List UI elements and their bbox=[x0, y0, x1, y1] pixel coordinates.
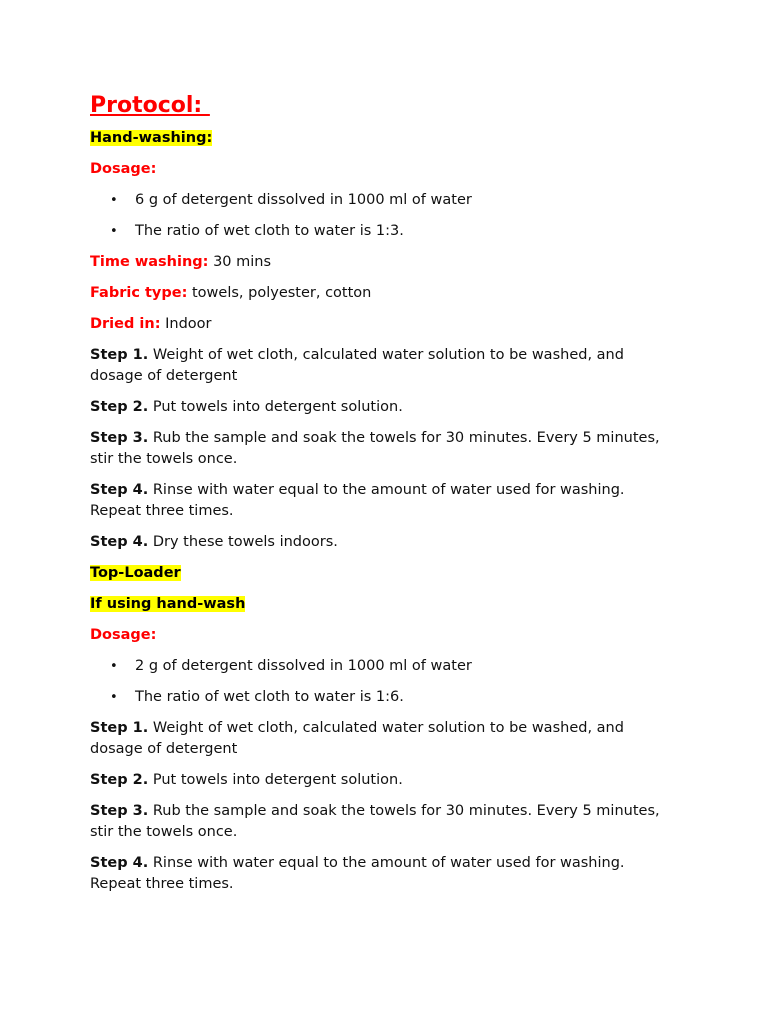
bullet-icon: • bbox=[110, 224, 118, 239]
list-item-text: 2 g of detergent dissolved in 1000 ml of water bbox=[135, 658, 472, 674]
step-paragraph bbox=[90, 853, 670, 895]
dosage-label-text-1: Dosage: bbox=[90, 161, 157, 177]
top-loader-heading bbox=[90, 563, 670, 584]
step-label: Step 4. bbox=[90, 534, 149, 550]
step-text: Put towels into detergent solution. bbox=[148, 772, 403, 788]
step-paragraph bbox=[90, 770, 670, 791]
hand-wash-subheading bbox=[90, 594, 670, 615]
hand-washing-heading bbox=[90, 128, 670, 149]
top-loader-heading-text: Top-Loader bbox=[90, 565, 181, 581]
step-paragraph bbox=[90, 345, 670, 387]
list-item bbox=[90, 190, 670, 211]
step-label: Step 4. bbox=[90, 482, 149, 498]
step-text: Rub the sample and soak the towels for 30 minutes. Every 5 minutes, stir the towels once. bbox=[90, 803, 660, 840]
step-text: Weight of wet cloth, calculated water solution to be washed, and dosage of detergent bbox=[90, 347, 624, 384]
step-label: Step 2. bbox=[90, 399, 149, 415]
step-paragraph bbox=[90, 397, 670, 418]
fabric-type-line bbox=[90, 283, 670, 304]
document-page bbox=[90, 90, 670, 895]
step-paragraph bbox=[90, 718, 670, 760]
step-label: Step 3. bbox=[90, 430, 149, 446]
bullet-icon: • bbox=[110, 659, 118, 674]
fabric-type-value: towels, polyester, cotton bbox=[187, 285, 372, 301]
step-text: Weight of wet cloth, calculated water solution to be washed, and dosage of detergent bbox=[90, 720, 624, 757]
step-paragraph bbox=[90, 428, 670, 470]
step-paragraph bbox=[90, 480, 670, 522]
step-label: Step 3. bbox=[90, 803, 149, 819]
time-washing-value: 30 mins bbox=[208, 254, 272, 270]
list-item-text: The ratio of wet cloth to water is 1:6. bbox=[135, 689, 404, 705]
list-item-text: The ratio of wet cloth to water is 1:3. bbox=[135, 223, 404, 239]
step-paragraph bbox=[90, 801, 670, 843]
step-text: Rinse with water equal to the amount of water used for washing. Repeat three times. bbox=[90, 482, 625, 519]
bullet-icon: • bbox=[110, 193, 118, 208]
step-label: Step 1. bbox=[90, 347, 149, 363]
step-label: Step 4. bbox=[90, 855, 149, 871]
step-text: Dry these towels indoors. bbox=[148, 534, 338, 550]
list-item bbox=[90, 687, 670, 708]
dried-in-label: Dried in: bbox=[90, 316, 161, 332]
step-paragraph bbox=[90, 532, 670, 553]
step-text: Rub the sample and soak the towels for 30 minutes. Every 5 minutes, stir the towels once. bbox=[90, 430, 660, 467]
step-text: Rinse with water equal to the amount of water used for washing. Repeat three times. bbox=[90, 855, 625, 892]
list-item-text: 6 g of detergent dissolved in 1000 ml of water bbox=[135, 192, 472, 208]
page-title: Protocol: bbox=[90, 93, 210, 118]
time-washing-label: Time washing: bbox=[90, 254, 209, 270]
list-item bbox=[90, 656, 670, 677]
time-washing-line bbox=[90, 252, 670, 273]
fabric-type-label: Fabric type: bbox=[90, 285, 188, 301]
step-text: Put towels into detergent solution. bbox=[148, 399, 403, 415]
bullet-icon: • bbox=[110, 690, 118, 705]
dosage-label-text-2: Dosage: bbox=[90, 627, 157, 643]
dosage-label-2 bbox=[90, 625, 670, 646]
list-item bbox=[90, 221, 670, 242]
dried-in-line bbox=[90, 314, 670, 335]
hand-wash-subheading-text: If using hand-wash bbox=[90, 596, 246, 612]
step-label: Step 1. bbox=[90, 720, 149, 736]
step-label: Step 2. bbox=[90, 772, 149, 788]
dosage-label-1 bbox=[90, 159, 670, 180]
dried-in-value: Indoor bbox=[160, 316, 212, 332]
hand-washing-heading-text: Hand-washing: bbox=[90, 130, 213, 146]
